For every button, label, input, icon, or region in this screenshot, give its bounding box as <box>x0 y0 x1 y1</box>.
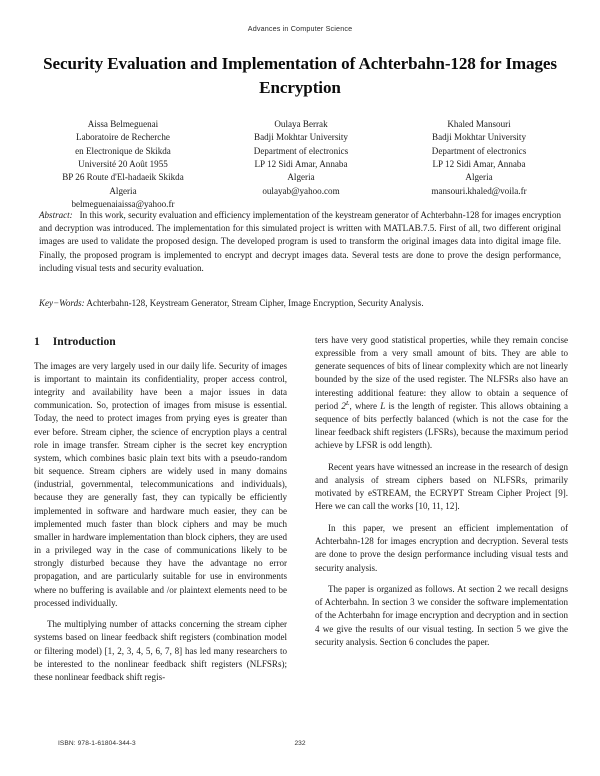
math-variable: L <box>380 400 386 411</box>
author-name: Aissa Belmeguenai <box>87 119 159 129</box>
paragraph: The multiplying number of attacks concerning the stream cipher systems based on linear feedback shift registers (combination model or filtering model) [1, 2, 3, 4, 5, 6, 7, 8] has led many researchers to be interested to the nonlinear feedback shift registers (NLFSRs); these nonlinear feedback shift regis- <box>34 619 287 682</box>
author-affiliation-line: en Electronique de Skikda <box>75 145 171 156</box>
author-affiliation-line: LP 12 Sidi Amar, Annaba <box>432 158 526 169</box>
page-title: Security Evaluation and Implementation of Achterbahn-128 for Images Encryption <box>43 54 557 98</box>
author-name: Oulaya Berrak <box>274 119 328 129</box>
author-affiliation-line: LP 12 Sidi Amar, Annaba <box>254 158 348 169</box>
math-exponent: L <box>345 399 350 407</box>
author-email[interactable]: mansouri.khaled@voila.fr <box>431 185 527 196</box>
paragraph-text-tail: is the length of register. This allows obtaining a sequence of bits perfectly balanced (which is not the case for the linear feedback shift registers (LFSRs), because the maximum period achieve by LFSR is odd length). <box>315 400 569 451</box>
author-email[interactable]: oulayab@yahoo.com <box>262 185 340 196</box>
author-affiliation-line: Laboratoire de Recherche <box>76 132 170 143</box>
author-affiliation-line: Badji Mokhtar University <box>432 132 526 143</box>
abstract-label: Abstract: <box>39 210 73 220</box>
body-columns <box>34 334 568 726</box>
paragraph: Recent years have witnessed an increase in the research of design and analysis of stream ciphers based on NLFSRs, primarily motivated by eSTREAM, the ECRYPT Stream Cipher Project [9]. Here we can call the works [10, 11, 12]. <box>315 461 568 512</box>
abstract <box>39 209 561 275</box>
paragraph: The images are very largely used in our daily life. Security of images is important to maintain its confidentiality, proper access control, integrity and availability have been a major issues in data communication. So, protection of images from misuse is essential. Today, the need to protect images from prying eyes is greater than ever before. Stream cipher, the science of encryption plays a central role in image transfer. Stream cipher is the secret key encryption system, which combines basic plain text bits with a pseudo-random bit sequence. Stream ciphers are widely used in many domains (industrial, governmental, telecommunications and individuals), because they are generally fast, they can typically be efficiently implemented in software and hardware much easier, they can be implemented much faster than block ciphers and may be much smaller in hardware implementation than block ciphers, they are used in a privileged way in the case of communications likely to be strongly disturbed because they have the advantage no error propagation, and are particularly suitable for use in environments where no buffering is available and /or plaintext elements need to be processed individually. <box>34 360 287 608</box>
author-country: Algeria <box>465 172 493 183</box>
math-base: 2 <box>341 400 346 411</box>
paragraph: In this paper, we present an efficient implementation of Achterbahn-128 for images encryption and decryption. Several tests are done to prove the design performance including visual tests and security analysis. <box>315 523 568 573</box>
author-affiliation-line: Department of electronics <box>431 145 527 156</box>
author-column-3 <box>390 118 568 211</box>
isbn-text: ISBN: 978-1-61804-344-3 <box>58 740 136 747</box>
author-name: Khaled Mansouri <box>447 119 511 129</box>
abstract-text: In this work, security evaluation and efficiency implementation of the keystream generator of Achterbahn-128 for images encryption and decryption was introduced. The implementation for this simulated project is written with MATLAB.7.5. First of all, two different original images are used to validate the proposed design. The developed program is used to transform the original images data into digital image file. Finally, the proposed program is implemented to encrypt and decrypt images data. Several tests are done to prove the design performance, including visual tests and security evaluation. <box>39 210 561 273</box>
author-country: Algeria <box>109 185 137 196</box>
author-affiliation-line: Université 20 Août 1955 <box>78 158 168 169</box>
author-email[interactable]: belmeguenaiaissa@yahoo.fr <box>71 198 175 209</box>
author-affiliation-line: Department of electronics <box>253 145 349 156</box>
author-affiliation-line: BP 26 Route d'El-hadaeik Skikda <box>62 172 184 183</box>
author-column-2 <box>212 118 390 211</box>
paragraph <box>315 334 568 452</box>
page-footer <box>0 736 600 776</box>
author-column-1 <box>34 118 212 211</box>
keywords <box>39 297 561 310</box>
page-number: 232 <box>294 740 306 747</box>
paragraph-text-post: , where <box>349 400 381 411</box>
paragraph: The paper is organized as follows. At section 2 we recall designs of Achterbahn. In section 3 we consider the software implementation of the Achterbahn for image encryption and decryption and in section 4 we give the results of our visual testing. In section 5 we give the security analysis. Section 6 concludes the paper. <box>315 584 568 647</box>
paragraph-text-pre: ters have very good statistical properties, while they remain concise expressible from a very small amount of bits. They are able to generate sequences of bits of linear complexity which are not linearly bounded by the size of the used register. The NLFSRs also have an interesting additional feature: they allow to obtain a sequence of period <box>315 335 568 411</box>
author-country: Algeria <box>287 172 315 183</box>
section-heading <box>34 334 287 351</box>
running-head: Advances in Computer Science <box>247 24 353 33</box>
author-affiliation-line: Badji Mokhtar University <box>254 132 348 143</box>
author-block <box>34 118 568 211</box>
section-title: Introduction <box>52 335 116 348</box>
section-number: 1 <box>34 335 40 348</box>
right-column <box>315 334 568 726</box>
keywords-label: Key−Words: <box>39 298 85 308</box>
keywords-text: Achterbahn-128, Keystream Generator, Stream Cipher, Image Encryption, Security Analysis. <box>86 298 424 308</box>
left-column <box>34 334 287 726</box>
